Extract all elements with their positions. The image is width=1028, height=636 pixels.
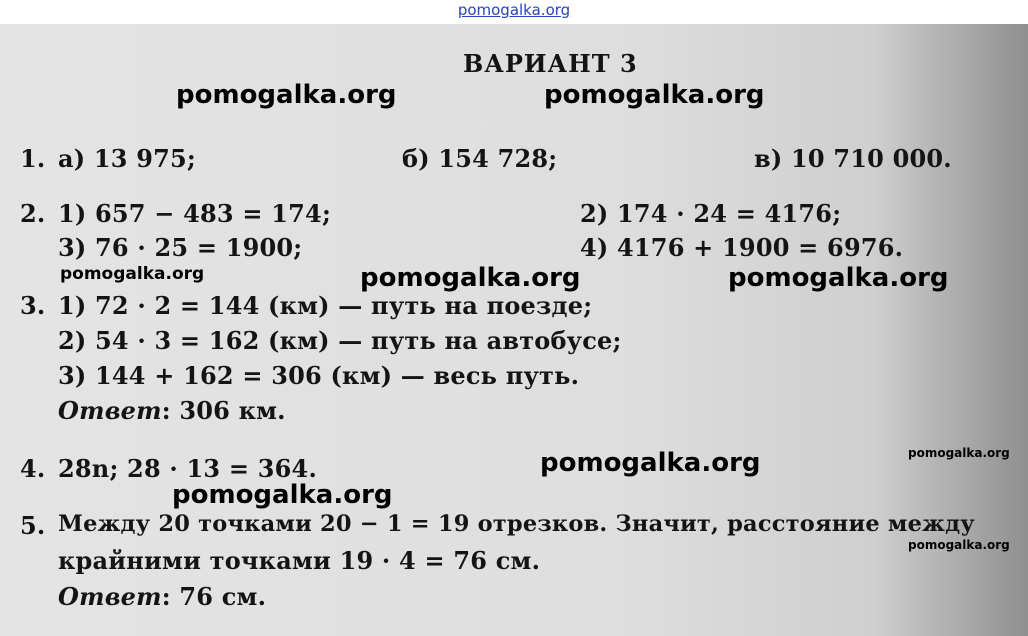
task5-number: 5. xyxy=(20,511,46,540)
task1-answer-b: б) 154 728; xyxy=(402,144,558,173)
task3-number: 3. xyxy=(20,291,46,320)
task5-line-2: крайними точками 19 · 4 = 76 см. xyxy=(58,546,541,575)
scanned-page xyxy=(0,24,1028,636)
task3-step-3: 3) 144 + 162 = 306 (км) — весь путь. xyxy=(58,361,580,390)
watermark: pomogalka.org xyxy=(360,263,581,293)
task3-step-2: 2) 54 · 3 = 162 (км) — путь на автобусе; xyxy=(58,326,622,355)
watermark: pomogalka.org xyxy=(176,80,397,110)
task2-step-2: 2) 174 · 24 = 4176; xyxy=(580,199,842,228)
watermark: pomogalka.org xyxy=(60,264,205,284)
task5-line-1: Между 20 точками 20 − 1 = 19 отрезков. Значит, расстояние между xyxy=(58,511,975,537)
watermark: pomogalka.org xyxy=(728,263,949,293)
answer-label: Ответ xyxy=(58,396,162,425)
task4-answer: 28n; 28 · 13 = 364. xyxy=(58,454,317,483)
task2-step-1: 1) 657 − 483 = 174; xyxy=(58,199,332,228)
task2-step-4: 4) 4176 + 1900 = 6976. xyxy=(580,233,904,262)
task1-answer-v: в) 10 710 000. xyxy=(754,144,952,173)
answer-label: Ответ xyxy=(58,582,162,611)
watermark: pomogalka.org xyxy=(908,538,1010,552)
task3-answer xyxy=(58,396,286,425)
task2-number: 2. xyxy=(20,199,46,228)
watermark: pomogalka.org xyxy=(172,480,393,510)
task2-step-3: 3) 76 · 25 = 1900; xyxy=(58,233,303,262)
answer-value: : 306 км. xyxy=(161,396,286,425)
task1-number: 1. xyxy=(20,144,46,173)
answer-value: : 76 см. xyxy=(161,582,267,611)
task5-answer xyxy=(58,582,266,611)
task3-step-1: 1) 72 · 2 = 144 (км) — путь на поезде; xyxy=(58,291,593,320)
watermark: pomogalka.org xyxy=(908,446,1010,460)
watermark: pomogalka.org xyxy=(540,448,761,478)
watermark-top-link[interactable]: pomogalka.org xyxy=(457,1,571,19)
watermark: pomogalka.org xyxy=(544,80,765,110)
task4-number: 4. xyxy=(20,454,46,483)
page-title: ВАРИАНТ 3 xyxy=(463,49,638,78)
task1-answer-a: а) 13 975; xyxy=(58,144,196,173)
